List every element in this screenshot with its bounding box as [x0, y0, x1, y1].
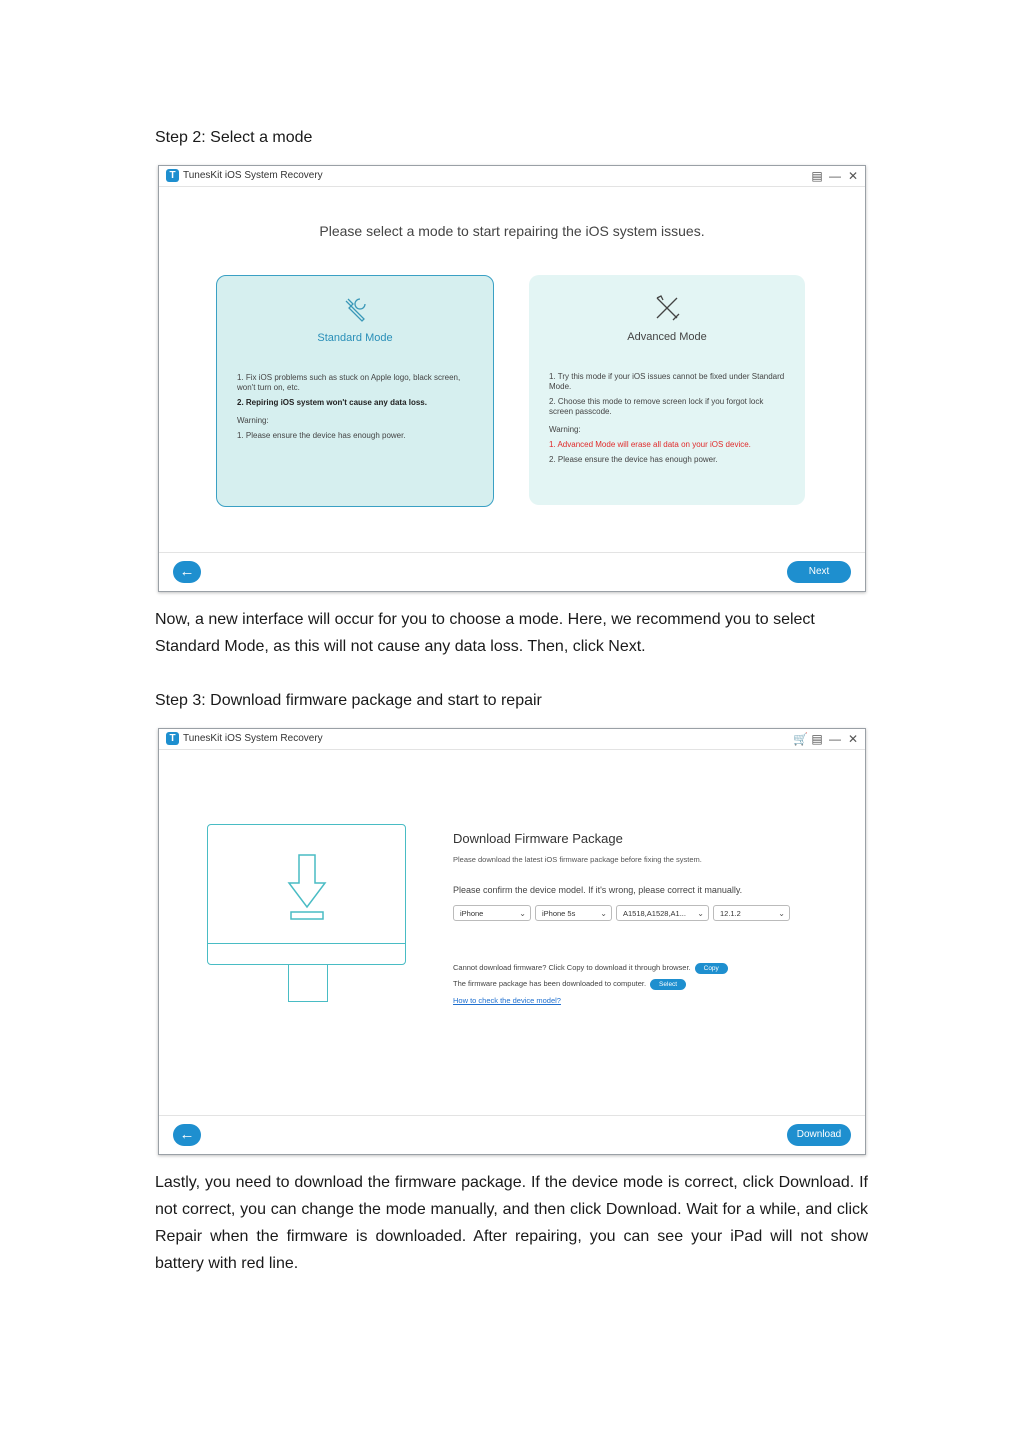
- advanced-item-1: 1. Try this mode if your iOS issues cannot be fixed under Standard Mode.: [549, 372, 785, 391]
- copy-button[interactable]: Copy: [695, 963, 728, 974]
- menu-icon[interactable]: ▤: [811, 169, 823, 183]
- model-number-select[interactable]: [616, 905, 709, 921]
- standard-warning-label: Warning:: [237, 416, 269, 425]
- step2-description: Now, a new interface will occur for you to choose a mode. Here, we recommend you to select Standard Mode, as this will not cause any data loss. Then, click Next.: [155, 611, 815, 655]
- back-button[interactable]: ←: [173, 1124, 201, 1146]
- ios-version-value: 12.1.2: [720, 909, 741, 918]
- mode-select-window: [158, 165, 866, 592]
- titlebar: [159, 166, 865, 187]
- monitor-bezel: [208, 943, 405, 964]
- minimize-icon[interactable]: —: [829, 169, 841, 183]
- close-icon[interactable]: ✕: [847, 169, 859, 183]
- model-number-value: A1518,A1528,A1...: [623, 909, 686, 918]
- advanced-mode-name: Advanced Mode: [627, 331, 707, 343]
- window-footer: [159, 552, 865, 591]
- check-model-link[interactable]: How to check the device model?: [453, 996, 561, 1005]
- select-button[interactable]: Select: [650, 979, 686, 990]
- advanced-warning-label: Warning:: [549, 425, 581, 434]
- app-title: TunesKit iOS System Recovery: [183, 733, 323, 744]
- device-type-select[interactable]: [453, 905, 531, 921]
- standard-warning-1: 1. Please ensure the device has enough power.: [237, 431, 406, 440]
- download-subtitle: Please download the latest iOS firmware package before fixing the system.: [453, 855, 702, 864]
- window-footer: [159, 1115, 865, 1154]
- device-model-select[interactable]: [535, 905, 612, 921]
- cart-icon[interactable]: 🛒: [793, 732, 808, 746]
- tools-icon: [652, 293, 682, 323]
- standard-mode-name: Standard Mode: [317, 332, 393, 344]
- download-title: Download Firmware Package: [453, 831, 623, 846]
- advanced-warning-1: 1. Advanced Mode will erase all data on your iOS device.: [549, 440, 751, 449]
- chevron-down-icon: ⌄: [697, 909, 704, 918]
- monitor-stand: [288, 965, 328, 1002]
- download-firmware-window: [158, 728, 866, 1155]
- monitor-illustration: [207, 824, 406, 965]
- advanced-mode-card[interactable]: [529, 275, 805, 505]
- standard-mode-card[interactable]: [216, 275, 494, 507]
- device-type-value: iPhone: [460, 909, 484, 918]
- titlebar: [159, 729, 865, 750]
- download-arrow-icon: [286, 853, 328, 921]
- advanced-item-2: 2. Choose this mode to remove screen lock if you forgot lock screen passcode.: [549, 397, 764, 416]
- advanced-warning-2: 2. Please ensure the device has enough power.: [549, 455, 718, 464]
- select-note-text: The firmware package has been downloaded to computer.: [453, 979, 647, 988]
- app-title: TunesKit iOS System Recovery: [183, 170, 323, 181]
- minimize-icon[interactable]: —: [829, 732, 841, 746]
- ios-version-select[interactable]: [713, 905, 790, 921]
- device-model-value: iPhone 5s: [542, 909, 576, 918]
- chevron-down-icon: ⌄: [778, 909, 785, 918]
- standard-item-2: 2. Repiring iOS system won't cause any data loss.: [237, 398, 427, 407]
- close-icon[interactable]: ✕: [847, 732, 859, 746]
- app-logo: T: [166, 169, 179, 182]
- chevron-down-icon: ⌄: [519, 909, 526, 918]
- app-logo: T: [166, 732, 179, 745]
- menu-icon[interactable]: ▤: [811, 732, 823, 746]
- back-button[interactable]: ←: [173, 561, 201, 583]
- mode-prompt: Please select a mode to start repairing the iOS system issues.: [319, 223, 705, 239]
- copy-note-text: Cannot download firmware? Click Copy to download it through browser.: [453, 963, 691, 972]
- select-note: [453, 979, 686, 990]
- wrench-icon: [340, 294, 370, 324]
- step2-heading: Step 2: Select a mode: [155, 129, 313, 146]
- step3-heading: Step 3: Download firmware package and start to repair: [155, 692, 542, 709]
- step3-description: Lastly, you need to download the firmware package. If the device mode is correct, click Download. If not correct, you can change the mode manually, and then click Download. Wait for a while, and click Repair when the firmware is downloaded. After repairing, you can see your iPad will not show battery with red line.: [155, 1174, 868, 1272]
- copy-note: [453, 963, 728, 974]
- next-button[interactable]: Next: [787, 561, 851, 583]
- standard-item-1: 1. Fix iOS problems such as stuck on Apple logo, black screen, won't turn on, etc.: [237, 373, 461, 392]
- chevron-down-icon: ⌄: [600, 909, 607, 918]
- confirm-model-text: Please confirm the device model. If it's wrong, please correct it manually.: [453, 885, 743, 895]
- download-button[interactable]: Download: [787, 1124, 851, 1146]
